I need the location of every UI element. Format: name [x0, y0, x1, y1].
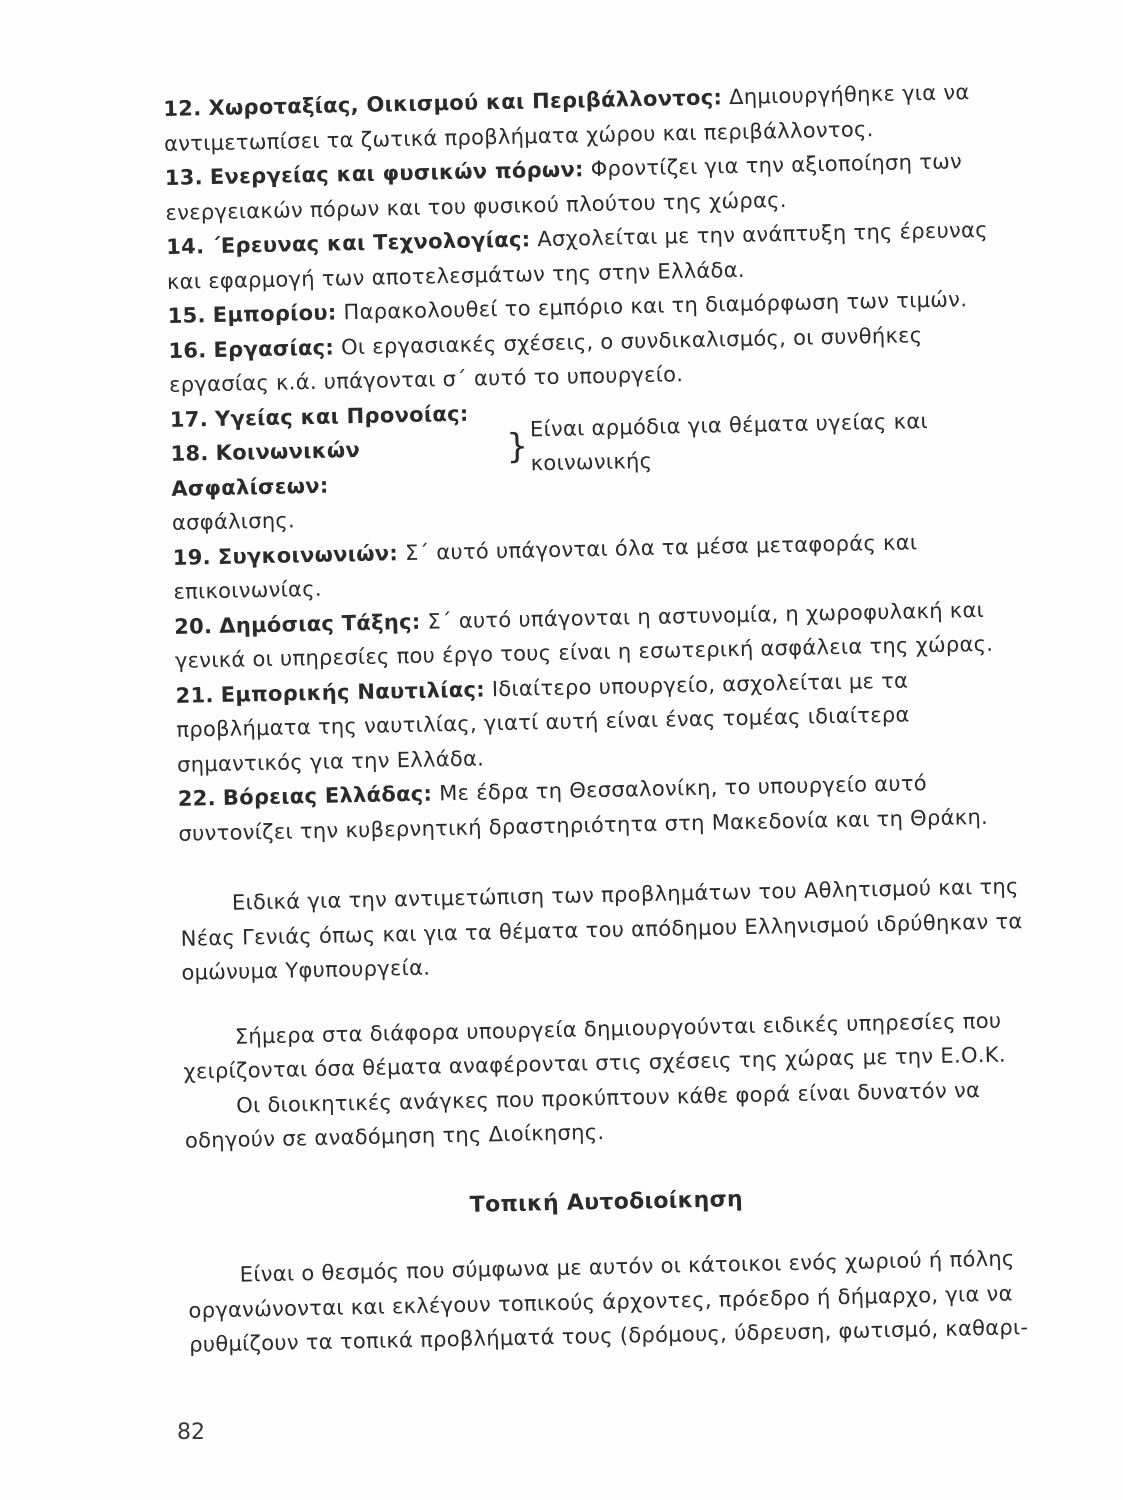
entry-number: 12. — [163, 96, 202, 121]
shared-description-continuation: ασφάλισης. — [171, 508, 296, 535]
entry-number: 14. — [165, 234, 205, 259]
paragraph-restructuring: Οι διοικητικές ανάγκες που προκύπτουν κάθε φορά είναι δυνατόν να οδηγούν σε αναδόμηση της Διοίκησης. — [184, 1077, 981, 1153]
entry-term: ΄Ερευνας και Τεχνολογίας: — [211, 227, 531, 259]
entry-number: 22. — [177, 786, 217, 811]
entry-text: Ασχολείται με την ανάπτυξη της έρευνας και εφαρμογή των αποτελεσμάτων της στην Ελλάδα. — [166, 217, 989, 294]
entry-text: Σ΄ αυτό υπάγονται η αστυνομία, η χωροφυλακή και γενικά οι υπηρεσίες που έργο τους είναι η εσωτερική ασφάλεια της χώρας. — [174, 597, 994, 673]
entry-term: Υγείας και Προνοίας: — [214, 401, 469, 431]
entry-text: Σ΄ αυτό υπάγονται όλα τα μέσα μεταφοράς και επικοινωνίας. — [173, 529, 918, 604]
entry-number: 16. — [168, 337, 207, 363]
entry-text: Με έδρα τη Θεσσαλονίκη, το υπουργείο αυτό συντονίζει την κυβερνητική δραστηριότητα στη Μακεδονία και τη Θράκη. — [178, 771, 989, 846]
brace-terms — [170, 396, 502, 506]
entry-number: 20. — [173, 613, 213, 639]
entry-number: 19. — [172, 544, 212, 570]
entry-number: 18. — [170, 441, 209, 466]
entry-text: Ιδιαίτερο υπουργείο, ασχολείται με τα προβλήματα της ναυτιλίας, γιατί αυτή είναι ένας τομέας ιδιαίτερα σημαντικός για την Ελλάδα. — [176, 668, 910, 777]
entry-term: Συγκοινωνιών: — [217, 540, 399, 569]
entry-term: Εμπορικής Ναυτιλίας: — [220, 676, 486, 707]
curly-brace: } — [506, 426, 529, 468]
entry-term: Ενεργείας και φυσικών πόρων: — [209, 157, 584, 190]
entry-text: Φροντίζει για την αξιοποίηση των ενεργειακών πόρων και του φυσικού πλούτου της χώρας. — [165, 149, 963, 225]
entry-term: Χωροταξίας, Οικισμού και Περιβάλλοντος: — [208, 85, 723, 121]
entry-number: 17. — [169, 406, 209, 432]
entry-number: 15. — [167, 303, 207, 328]
ministry-entry-18 — [170, 430, 501, 506]
ministry-entry-21 — [175, 661, 1027, 782]
section-heading: Τοπική Αυτοδιοίκηση — [469, 1186, 744, 1218]
entry-number: 13. — [164, 165, 204, 190]
page-number: 82 — [177, 1420, 205, 1445]
paragraph-local-government: Είναι ο θεσμός που σύμφωνα με αυτόν οι κάτοικοι ενός χωριού ή πόλης οργανώνονται και εκλέγουν τοπικούς άρχοντες, πρόεδρο ή δήμαρχο, για να ρυθμίζουν τα τοπικά προβλήματά τους (δρόμους, ύδρευση, φωτισμό, καθαρι- — [188, 1246, 1029, 1357]
entry-number: 21. — [175, 682, 214, 708]
shared-description: Είναι αρμόδια για θέματα υγείας και κοινωνικής — [529, 408, 929, 476]
entry-term: Εμπορίου: — [212, 300, 337, 328]
entry-term: Εργασίας: — [213, 334, 335, 362]
paragraph-eec-services: Σήμερα στα διάφορα υπουργεία δημιουργούνται ειδικές υπηρεσίες που χειρίζονται όσα θέματα αναφέρονται στις σχέσεις της χώρας με την Ε.Ο.Κ. — [183, 1008, 1007, 1084]
entry-term: Δημόσιας Τάξης: — [219, 609, 421, 638]
entry-term: Βόρειας Ελλάδας: — [222, 781, 433, 810]
entry-text: Οι εργασιακές σχέσεις, ο συνδικαλισμός, οι συνθήκες εργασίας κ.ά. υπάγονται σ΄ αυτό το υπουργείο. — [168, 322, 923, 397]
entry-term: Κοινωνικών Ασφαλίσεων: — [171, 437, 361, 501]
entry-text: Δημιουργήθηκε για να αντιμετωπίσει τα ζωτικά προβλήματα χώρου και περιβάλλοντος. — [163, 80, 970, 156]
paragraph-youth-diaspora: Ειδικά για την αντιμετώπιση των προβλημάτων του Αθλητισμού και της Νέας Γενιάς όπως και για τα θέματα του απόδημου Ελληνισμού ιδρύθηκαν τα ομώνυμα Υφυπουργεία. — [180, 874, 1023, 985]
ministry-entries-17-18 — [170, 385, 1022, 506]
entry-text: Παρακολουθεί το εμπόριο και τη διαμόρφωση των τιμών. — [336, 287, 968, 325]
page-content — [163, 74, 1039, 1362]
